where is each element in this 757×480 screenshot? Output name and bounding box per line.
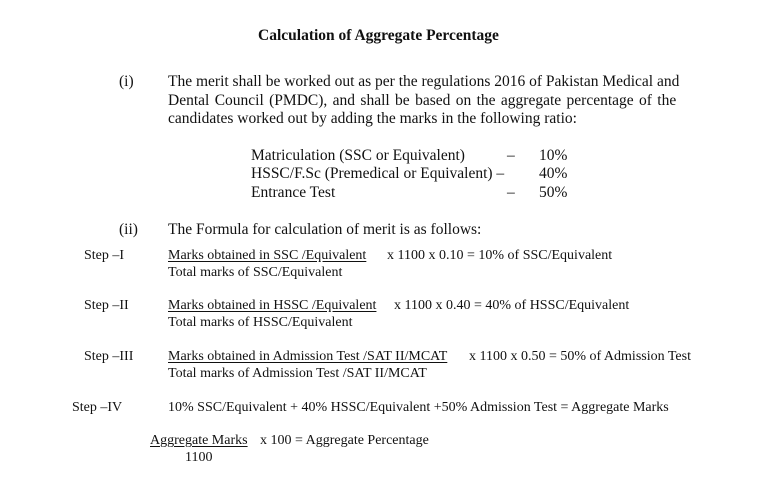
- ratio-dash-entrance: –: [507, 184, 515, 201]
- ratio-label-entrance: Entrance Test: [251, 184, 336, 201]
- step-2-numerator: Marks obtained in HSSC /Equivalent: [168, 298, 377, 313]
- step-3-label: Step –III: [84, 349, 134, 364]
- aggregate-denominator: 1100: [185, 450, 213, 465]
- aggregate-numerator: Aggregate Marks: [150, 433, 248, 448]
- step-2-formula: x 1100 x 0.40 = 40% of HSSC/Equivalent: [394, 298, 630, 313]
- document-title: Calculation of Aggregate Percentage: [258, 27, 499, 44]
- section-ii-number: (ii): [119, 221, 138, 238]
- section-i-line-3: candidates worked out by adding the marks in the following ratio:: [168, 110, 577, 127]
- step-4-text: 10% SSC/Equivalent + 40% HSSC/Equivalent +50% Admission Test = Aggregate Marks: [168, 400, 669, 415]
- step-4-label: Step –IV: [72, 400, 123, 415]
- step-3-numerator: Marks obtained in Admission Test /SAT II/MCAT: [168, 349, 448, 364]
- section-i-line-2: Dental Council (PMDC), and shall be based on the aggregate percentage of the: [168, 92, 677, 109]
- step-1-label: Step –I: [84, 248, 125, 263]
- ratio-value-entrance: 50%: [539, 184, 568, 201]
- step-1-numerator: Marks obtained in SSC /Equivalent: [168, 248, 367, 263]
- section-i-number: (i): [119, 73, 134, 90]
- step-2-label: Step –II: [84, 298, 129, 313]
- step-2-denominator: Total marks of HSSC/Equivalent: [168, 315, 353, 330]
- step-1-denominator: Total marks of SSC/Equivalent: [168, 265, 343, 280]
- ratio-value-hssc: 40%: [539, 165, 568, 182]
- ratio-dash-matric: –: [507, 147, 515, 164]
- ratio-label-matric: Matriculation (SSC or Equivalent): [251, 147, 465, 164]
- step-3-formula: x 1100 x 0.50 = 50% of Admission Test: [469, 349, 691, 364]
- ratio-label-hssc: HSSC/F.Sc (Premedical or Equivalent) –: [251, 165, 505, 182]
- step-3-denominator: Total marks of Admission Test /SAT II/MCAT: [168, 366, 427, 381]
- section-ii-text: The Formula for calculation of merit is as follows:: [168, 221, 482, 238]
- ratio-value-matric: 10%: [539, 147, 568, 164]
- aggregate-formula: x 100 = Aggregate Percentage: [260, 433, 429, 448]
- step-1-formula: x 1100 x 0.10 = 10% of SSC/Equivalent: [387, 248, 613, 263]
- section-i-line-1: The merit shall be worked out as per the regulations 2016 of Pakistan Medical and: [168, 73, 680, 90]
